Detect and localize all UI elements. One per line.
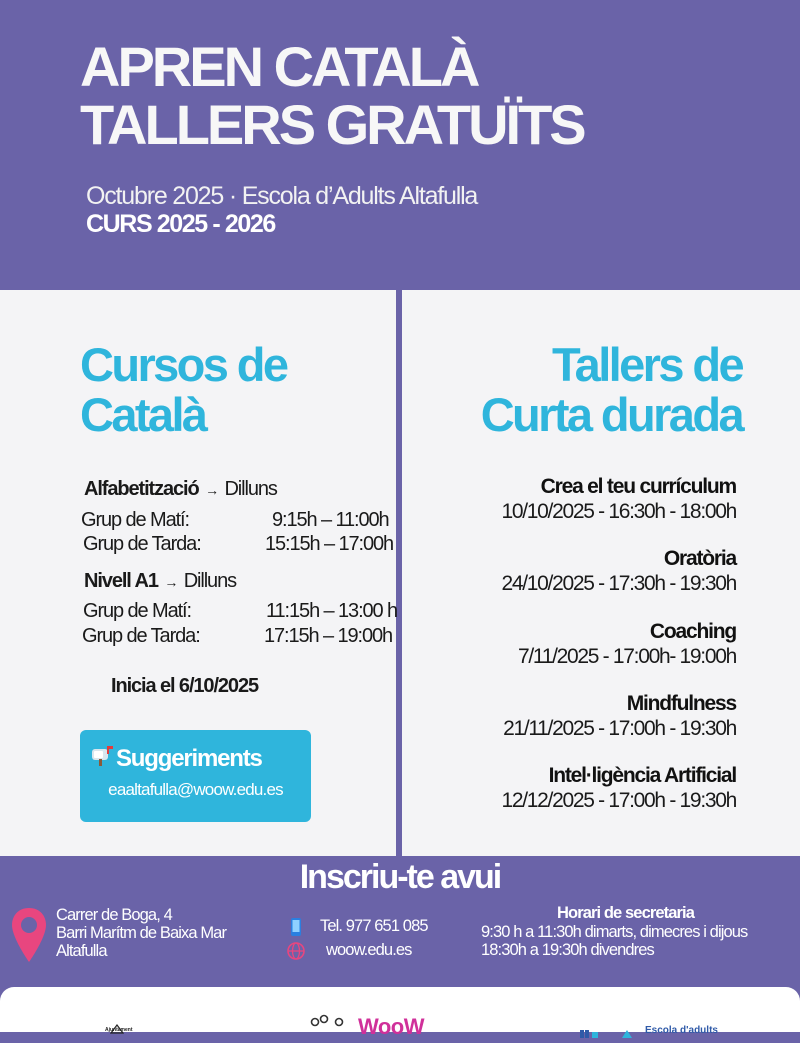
phone-icon	[290, 917, 302, 942]
logo-strip	[0, 987, 800, 1039]
workshop-schedule: 7/11/2025 - 17:00h- 19:00h	[517, 645, 736, 668]
address-line-1: Carrer de Boga, 4	[56, 906, 172, 924]
workshop-schedule: 10/10/2025 - 16:30h - 18:00h	[501, 500, 736, 523]
suggestions-title-row	[90, 744, 262, 773]
ajuntament-logo-text: Ajuntament	[105, 1027, 133, 1033]
suggestions-title: Suggeriments	[116, 744, 262, 772]
workshop-title: Coaching	[649, 620, 736, 643]
woow-dots-icon	[306, 1014, 350, 1037]
afternoon-time: 15:15h – 17:00h	[265, 533, 394, 555]
course-day: Dilluns	[183, 570, 237, 592]
start-date: Inicia el 6/10/2025	[111, 675, 259, 697]
courses-heading-line-2: Català	[80, 388, 206, 441]
course-name: Alfabetització	[84, 478, 199, 500]
escola-logo-icon	[580, 1025, 636, 1043]
suggestions-box[interactable]	[80, 730, 311, 822]
courses-heading-line-1: Cursos de	[80, 338, 287, 391]
morning-time: 11:15h – 13:00 h	[266, 600, 398, 622]
title-line-1: APREN CATALÀ	[80, 35, 478, 98]
header-banner	[0, 0, 800, 290]
course-day: Dilluns	[224, 478, 277, 500]
signup-cta: Inscriu-te avui	[299, 858, 501, 896]
title-line-2: TALLERS GRATUÏTS	[80, 93, 584, 156]
morning-time: 9:15h – 11:00h	[272, 509, 389, 531]
phone-number[interactable]: Tel. 977 651 085	[320, 917, 428, 935]
course-year: CURS 2025 - 2026	[86, 210, 275, 238]
mailbox-icon	[90, 744, 114, 773]
workshop-schedule: 24/10/2025 - 17:30h - 19:30h	[501, 572, 736, 595]
afternoon-label: Grup de Tarda:	[82, 625, 200, 647]
office-hours-line-2: 18:30h a 19:30h divendres	[481, 941, 654, 959]
workshop-title: Oratòria	[663, 547, 736, 570]
course-group-nivell-a1	[84, 570, 236, 593]
morning-label: Grup de Matí:	[81, 509, 189, 531]
globe-icon	[287, 942, 305, 965]
arrow-right-icon: →	[164, 574, 178, 590]
workshops-heading-line-2: Curta durada	[480, 388, 742, 441]
office-hours-line-1: 9:30 h a 11:30h dimarts, dimecres i dijous	[481, 923, 748, 941]
afternoon-time: 17:15h – 19:00h	[264, 625, 393, 647]
workshops-heading	[481, 340, 742, 440]
page-title	[80, 35, 584, 156]
workshop-title: Mindfulness	[626, 692, 736, 715]
workshop-schedule: 21/11/2025 - 17:00h - 19:30h	[503, 717, 736, 740]
website-link[interactable]: woow.edu.es	[326, 941, 412, 959]
suggestions-email-link[interactable]: eaaltafulla@woow.edu.es	[108, 780, 283, 799]
course-name: Nivell A1	[84, 570, 158, 592]
workshop-title: Intel·ligència Artificial	[548, 764, 736, 787]
arrow-right-icon: →	[205, 482, 218, 498]
address-line-3: Altafulla	[56, 942, 107, 960]
location-pin-icon	[10, 906, 48, 969]
workshops-heading-line-1: Tallers de	[552, 338, 742, 391]
woow-logo-text: WooW	[358, 1014, 425, 1039]
course-group-alfabetitzacio	[84, 478, 277, 501]
workshop-schedule: 12/12/2025 - 17:00h - 19:30h	[501, 789, 736, 812]
afternoon-label: Grup de Tarda:	[83, 533, 201, 555]
office-hours-title: Horari de secretaria	[557, 904, 695, 922]
courses-heading	[80, 340, 286, 440]
morning-label: Grup de Matí:	[83, 600, 191, 622]
subtitle: Octubre 2025 · Escola d’Adults Altafulla	[86, 182, 478, 210]
address-line-2: Barri Marítm de Baixa Mar	[56, 924, 227, 942]
escola-logo-text: Escola d'adults	[645, 1025, 718, 1036]
workshop-title: Crea el teu currículum	[540, 475, 736, 498]
